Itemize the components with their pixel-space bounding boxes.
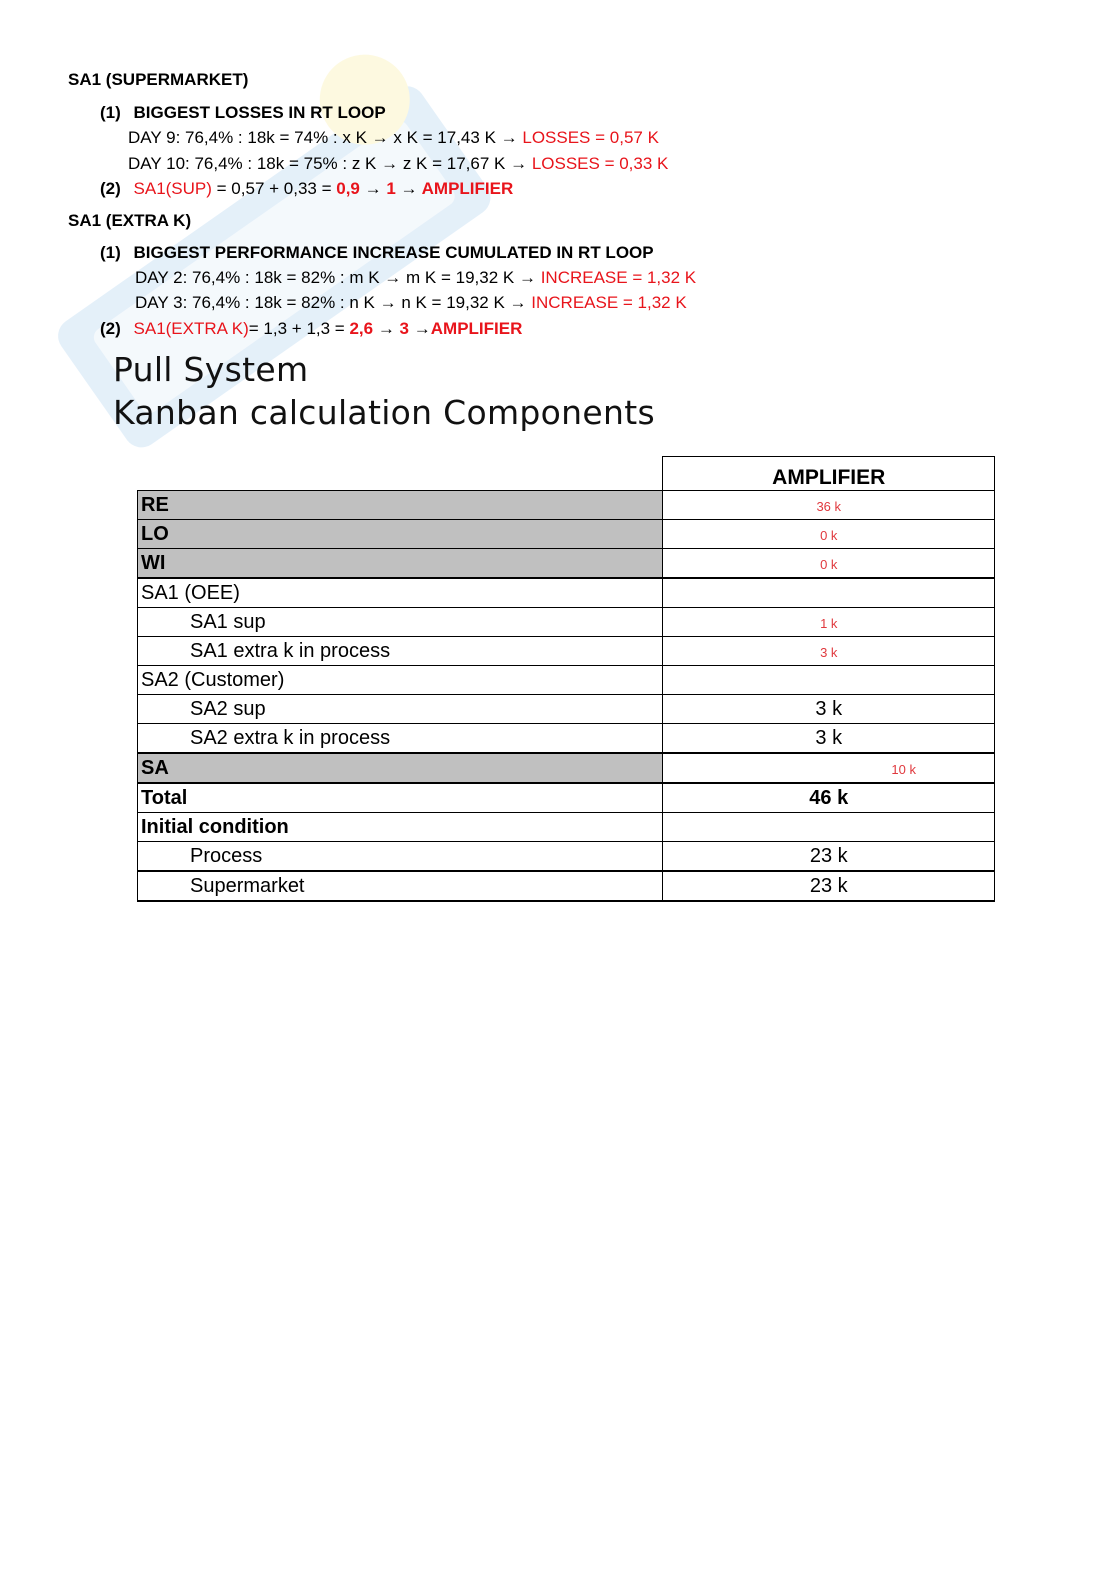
row-value: 0 k bbox=[820, 527, 838, 543]
s2-item1 bbox=[100, 243, 654, 263]
item-title: BIGGEST PERFORMANCE INCREASE CUMULATED IN RT LOOP bbox=[133, 243, 654, 262]
calc-text: DAY 9: 76,4% : 18k = 74% : x K → x K = 17,43 K → bbox=[128, 128, 523, 147]
item-target: AMPLIFIER bbox=[430, 319, 523, 338]
item-value: 0,9 bbox=[336, 179, 360, 198]
item-label: SA1(SUP) bbox=[133, 179, 212, 198]
arrow-icon: → bbox=[373, 319, 400, 338]
row-label: Total bbox=[138, 783, 663, 813]
column-header-amplifier: AMPLIFIER bbox=[663, 457, 995, 491]
row-label: SA1 extra k in process bbox=[138, 637, 663, 666]
calc-result: LOSSES = 0,33 K bbox=[531, 154, 669, 173]
item-rounded: 3 bbox=[399, 319, 410, 338]
slide-title-line1: Pull System bbox=[113, 350, 309, 389]
s2-item2 bbox=[100, 319, 522, 339]
calc-text: DAY 2: 76,4% : 18k = 82% : m K → m K = 19,32 K → bbox=[135, 268, 541, 287]
row-value: 23 k bbox=[663, 871, 995, 901]
row-value: 36 k bbox=[816, 498, 842, 514]
row-label: RE bbox=[138, 491, 663, 520]
calc-result: LOSSES = 0,57 K bbox=[522, 128, 659, 147]
table-row bbox=[138, 753, 995, 783]
row-label: SA1 sup bbox=[138, 608, 663, 637]
row-value bbox=[663, 578, 995, 608]
arrow-icon: → bbox=[409, 319, 431, 338]
item-calc: = 0,57 + 0,33 = bbox=[211, 179, 337, 198]
calc-result: INCREASE = 1,32 K bbox=[540, 268, 697, 287]
table-row bbox=[138, 842, 995, 872]
arrow-icon: → bbox=[359, 179, 387, 198]
row-value: 23 k bbox=[663, 842, 995, 872]
item-number: (2) bbox=[100, 179, 121, 198]
row-label: LO bbox=[138, 520, 663, 549]
table-row bbox=[138, 578, 995, 608]
item-target: AMPLIFIER bbox=[421, 179, 514, 198]
table-row bbox=[138, 871, 995, 901]
row-value: 3 k bbox=[663, 724, 995, 754]
row-label: SA bbox=[138, 753, 663, 783]
calc-text: DAY 3: 76,4% : 18k = 82% : n K → n K = 19,32 K → bbox=[135, 293, 532, 312]
item-number: (1) bbox=[100, 243, 121, 262]
table-row bbox=[138, 608, 995, 637]
table-row bbox=[138, 813, 995, 842]
item-number: (1) bbox=[100, 103, 121, 122]
row-label: SA1 (OEE) bbox=[138, 578, 663, 608]
row-value: 3 k bbox=[663, 695, 995, 724]
item-title: BIGGEST LOSSES IN RT LOOP bbox=[133, 103, 386, 122]
row-value bbox=[663, 666, 995, 695]
calc-result: INCREASE = 1,32 K bbox=[531, 293, 687, 312]
section-title-extra-k: SA1 (EXTRA K) bbox=[68, 211, 192, 230]
empty-header-cell bbox=[138, 457, 663, 491]
row-label: SA2 (Customer) bbox=[138, 666, 663, 695]
s1-item2 bbox=[100, 179, 513, 199]
row-value: 0 k bbox=[820, 556, 838, 572]
row-value: 1 k bbox=[820, 615, 838, 631]
row-value: 46 k bbox=[663, 783, 995, 813]
row-label: SA2 sup bbox=[138, 695, 663, 724]
s2-day2-line bbox=[135, 268, 696, 288]
row-label: Supermarket bbox=[138, 871, 663, 901]
s1-day9-line bbox=[128, 128, 659, 148]
table-row bbox=[138, 520, 995, 549]
section-title-supermarket: SA1 (SUPERMARKET) bbox=[68, 70, 249, 89]
item-calc: = 1,3 + 1,3 = bbox=[248, 319, 350, 338]
item-number: (2) bbox=[100, 319, 121, 338]
table-row bbox=[138, 724, 995, 754]
row-label: Initial condition bbox=[138, 813, 663, 842]
row-value: 10 k bbox=[891, 761, 916, 777]
slide-title-line2: Kanban calculation Components bbox=[113, 393, 655, 432]
row-label: Process bbox=[138, 842, 663, 872]
item-rounded: 1 bbox=[386, 179, 396, 198]
table-row bbox=[138, 695, 995, 724]
row-label: WI bbox=[138, 549, 663, 579]
table-row bbox=[138, 783, 995, 813]
item-label: SA1(EXTRA K) bbox=[133, 319, 249, 338]
row-label: SA2 extra k in process bbox=[138, 724, 663, 754]
calc-text: DAY 10: 76,4% : 18k = 75% : z K → z K = 17,67 K → bbox=[128, 154, 532, 173]
s1-item1 bbox=[100, 103, 386, 123]
arrow-icon: → bbox=[395, 179, 422, 198]
s2-day3-line bbox=[135, 293, 687, 313]
table-row bbox=[138, 549, 995, 579]
row-value bbox=[663, 813, 995, 842]
item-value: 2,6 bbox=[349, 319, 374, 338]
s1-day10-line bbox=[128, 154, 668, 174]
table-row bbox=[138, 637, 995, 666]
table-row bbox=[138, 491, 995, 520]
table-row bbox=[138, 666, 995, 695]
table-header-row bbox=[138, 457, 995, 491]
kanban-table bbox=[137, 456, 995, 902]
row-value: 3 k bbox=[820, 644, 838, 660]
